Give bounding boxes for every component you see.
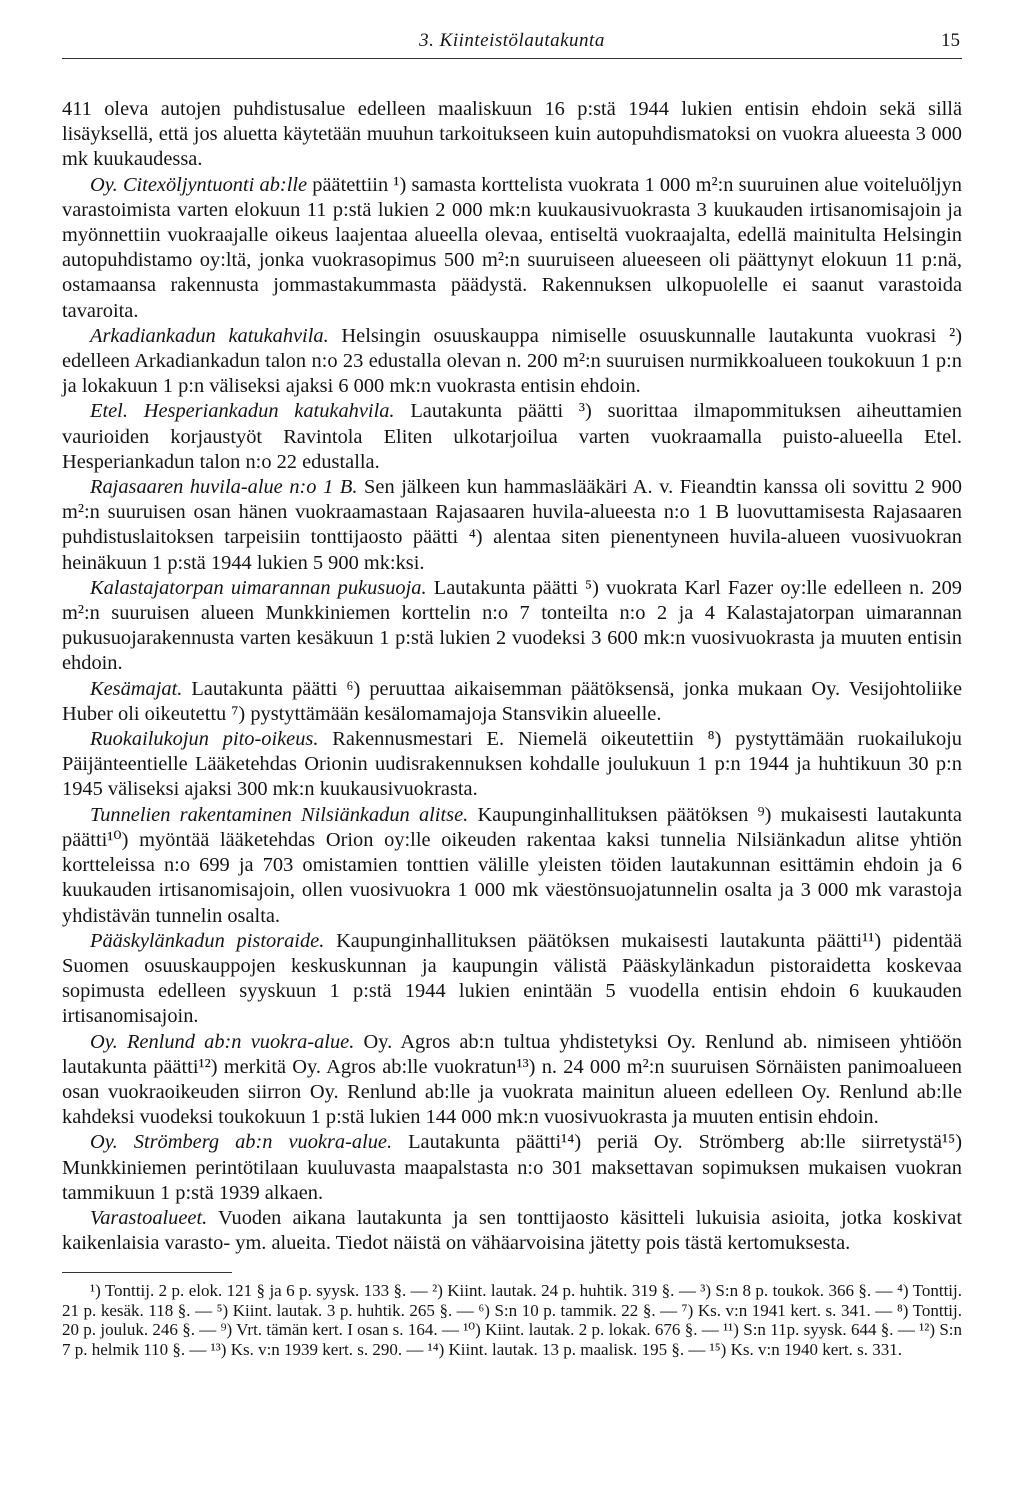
paragraph-text: Lautakunta päätti ⁶) peruuttaa aikaisemman päätöksensä, jonka mukaan Oy. Vesijohtoliike Huber oli oikeutettu ⁷) pystyttämään kesälomamajoja Stansvikin alueelle.: [62, 677, 962, 725]
paragraph-heading: Arkadiankadun katukahvila.: [90, 324, 329, 347]
running-header: [62, 22, 962, 59]
paragraph: [62, 399, 962, 475]
paragraph-text: Sen jälkeen kun hammaslääkäri A. v. Fieandtin kanssa oli sovittu 2 900 m²:n suuruisen osan hänen vuokraamastaan Rajasaaren huvila-alueesta n:o 1 B luovuttamisesta Rajasaaren puhdistuslaitoksen tarpeisiin tonttijaosto päätti ⁴) alentaa siten pienentyneen huvila-alueen vuosivuokran heinäkuun 1 p:stä 1944 lukien 5 900 mk:ksi.: [62, 476, 962, 574]
running-title: 3. Kiinteistölautakunta: [419, 30, 605, 51]
paragraph: [62, 929, 962, 1030]
document-page: [62, 22, 962, 1359]
paragraph: [62, 1130, 962, 1206]
paragraph-heading: Oy. Renlund ab:n vuokra-alue.: [90, 1030, 355, 1053]
paragraph-text: Oy. Agros ab:n tultua yhdistetyksi Oy. Renlund ab. nimiseen yhtiöön lautakunta päätti¹²) merkitä Oy. Agros ab:lle vuokratun¹³) n. 24 000 m²:n suuruisen Sörnäisten panimoalueen osan vuokraoikeuden siirron Oy. Renlund ab:lle ja vuokrata mainitun alueen edelleen Oy. Renlund ab:lle kahdeksi vuodeksi toukokuun 1 p:stä lukien 144 000 mk:n vuosivuokrasta ja muuten entisin ehdoin.: [62, 1030, 962, 1129]
paragraph: [62, 576, 962, 677]
paragraph: [62, 97, 962, 173]
paragraph-heading: Kesämajat.: [90, 677, 183, 700]
paragraph: [62, 727, 962, 803]
paragraph-text: Lautakunta päätti¹⁴) periä Oy. Strömberg ab:lle siirretystä¹⁵) Munkkiniemen perintötilaan kuuluvasta maapalstasta n:o 301 maksettavan sopimuksen mukaisen vuokran tammikuun 1 p:stä 1939 alkaen.: [62, 1131, 963, 1204]
paragraph: [62, 475, 962, 576]
paragraph-text: Helsingin osuuskauppa nimiselle osuuskunnalle lautakunta vuokrasi ²) edelleen Arkadiankadun talon n:o 23 edustalla olevan n. 200 m²:n suuruisen nurmikkoalueen toukokuun 1 p:n ja lokakuun 1 p:n väliseksi ajaksi 6 000 mk:n vuokrasta entisin ehdoin.: [62, 324, 962, 398]
footnote-text: ¹) Tonttij. 2 p. elok. 121 § ja 6 p. syysk. 133 §. — ²) Kiint. lautak. 24 p. huhtik. 319 §. — ³) S:n 8 p. toukok. 366 §. — ⁴) Tonttij. 21 p. kesäk. 118 §. — ⁵) Kiint. lautak. 3 p. huhtik. 265 §. — ⁶) S:n 10 p. tammik. 22 §. — ⁷) Ks. v:n 1941 kert. s. 341. — ⁸) Tonttij. 20 p. jouluk. 246 §. — ⁹) Vrt. tämän kert. I osan s. 164. — ¹⁰) Kiint. lautak. 2 p. lokak. 676 §. — ¹¹) S:n 11p. syysk. 644 §. — ¹²) S:n 7 p. helmik 110 §. — ¹³) Ks. v:n 1939 kert. s. 290. — ¹⁴) Kiint. lautak. 13 p. maalisk. 195 §. — ¹⁵) Ks. v:n 1940 kert. s. 331.: [62, 1281, 962, 1359]
footnote-rule: [62, 1272, 232, 1273]
paragraph-heading: Rajasaaren huvila-alue n:o 1 B.: [90, 476, 358, 499]
paragraph: [62, 677, 962, 727]
paragraph: [62, 1030, 962, 1131]
paragraph-heading: Ruokailukojun pito-oikeus.: [90, 728, 319, 751]
paragraph-heading: Kalastajatorpan uimarannan pukusuoja.: [90, 576, 427, 599]
paragraph-heading: Oy. Citexöljyntuonti ab:lle: [90, 173, 308, 196]
paragraph: [62, 1206, 962, 1256]
paragraph-heading: Pääskylänkadun pistoraide.: [90, 929, 325, 952]
body-text: [62, 97, 962, 1256]
paragraph-heading: Varastoalueet.: [90, 1206, 208, 1229]
paragraph-text: Vuoden aikana lautakunta ja sen tonttijaosto käsitteli lukuisia asioita, jotka koskivat kaikenlaisia varasto- ym. alueita. Tiedot näistä on vähäarvoisina jätetty pois tästä kertomuksesta.: [62, 1206, 962, 1255]
paragraph: [62, 173, 962, 324]
paragraph-text: Lautakunta päätti ⁵) vuokrata Karl Fazer oy:lle edelleen n. 209 m²:n suuruisen alueen Munkkiniemen korttelin n:o 7 tonteilta n:o 2 ja 4 Kalastajatorpan uimarannan pukusuojarakennusta varten kesäkuun 1 p:stä lukien 2 vuodeksi 3 600 mk:n vuosivuokrasta ja muuten entisin ehdoin.: [62, 576, 962, 675]
paragraph-text: Kaupunginhallituksen päätöksen ⁹) mukaisesti lautakunta päätti¹⁰) myöntää lääketehdas Orion oy:lle oikeuden rakentaa kaksi tunnelia Nilsiänkadun alitse yhtiön kortteleissa n:o 699 ja 703 omistamien tonttien välille yleisten töiden lautakunnan esittämin ehdoin ja 6 kuukauden irtisanomisajoin, ollen vuosivuokra 1 000 mk väestönsuojatunnelin osalta ja 3 000 mk varastoja yhdistävän tunnelin osalta.: [62, 803, 962, 927]
paragraph-text: päätettiin ¹) samasta korttelista vuokrata 1 000 m²:n suuruinen alue voiteluöljyn varastoimista varten elokuun 11 p:stä lukien 2 000 mk:n kuukausivuokrasta 3 kuukauden irtisanomisajoin ja myönnettiin vuokraajalle oikeus laajentaa alueella olevaa, entiseltä vuokraajalta, edellä mainitulta Helsingin autopuhdistamo oy:ltä, jonka vuokrasopimus 500 m²:n suuruiseen alueeseen oli päättynyt elokuun 11 p:nä, ostamaansa rakennusta jommastakummasta päädystä. Rakennuksen ulkopuolelle ei saanut varastoida tavaroita.: [62, 173, 962, 322]
paragraph-heading: Oy. Strömberg ab:n vuokra-alue.: [90, 1131, 393, 1154]
footnotes: [62, 1281, 962, 1359]
paragraph-text: 411 oleva autojen puhdistusalue edelleen maaliskuun 16 p:stä 1944 lukien entisin ehdoin sekä sillä lisäyksellä, että jos aluetta käytetään muuhun tarkoitukseen kuin autopuhdismatoksi on vuokra alueesta 3 000 mk kuukaudessa.: [62, 98, 962, 171]
paragraph-text: Lautakunta päätti ³) suorittaa ilmapommituksen aiheuttamien vaurioiden korjaustyöt Ravintola Eliten ulkotarjoilua varten vuokraamalla puisto-alueella Etel. Hesperiankadun talon n:o 22 edustalla.: [62, 400, 962, 473]
page-number: 15: [941, 30, 960, 51]
paragraph-text: Rakennusmestari E. Niemelä oikeutettiin ⁸) pystyttämään ruokailukoju Päijänteentielle Lääketehdas Orionin uudisrakennuksen kohdalle joulukuun 1 p:n 1944 ja huhtikuun 30 p:n 1945 väliseksi ajaksi 300 mk:n kuukausivuokrasta.: [62, 728, 963, 801]
paragraph-heading: Etel. Hesperiankadun katukahvila.: [90, 400, 395, 423]
paragraph-heading: Tunnelien rakentaminen Nilsiänkadun alitse.: [90, 803, 469, 826]
paragraph-text: Kaupunginhallituksen päätöksen mukaisesti lautakunta päätti¹¹) pidentää Suomen osuuskauppojen keskuskunnan ja kaupungin välistä Pääskylänkadun pistoraidetta koskevaa sopimusta edelleen syyskuun 1 p:stä 1944 lukien enintään 5 vuodella entisin ehdoin 6 kuukauden irtisanomisajoin.: [62, 929, 962, 1028]
paragraph: [62, 803, 962, 929]
paragraph: [62, 324, 962, 400]
